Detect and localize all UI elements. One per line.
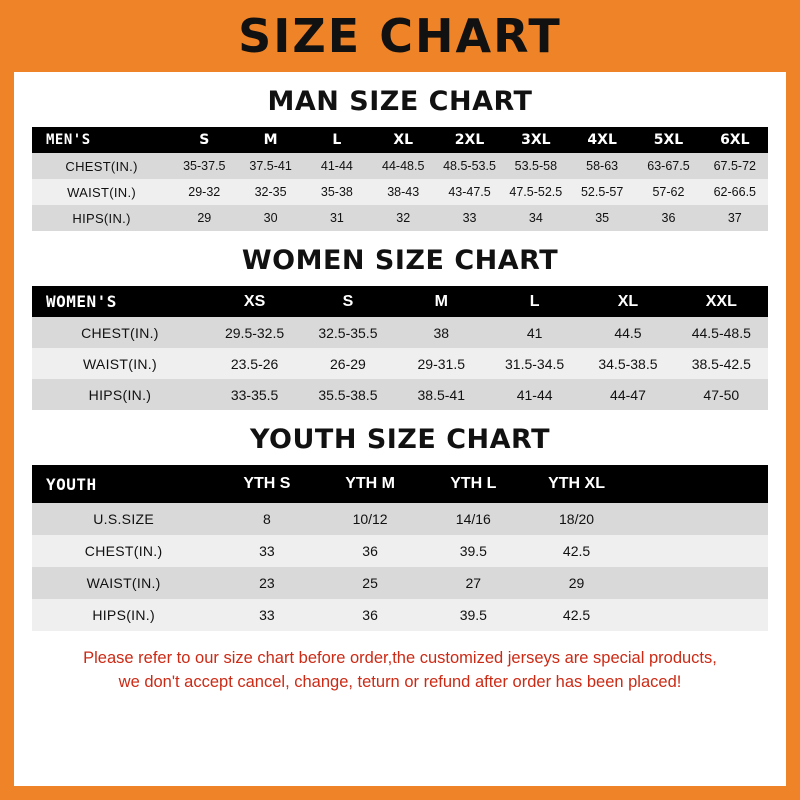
men-section-title: MAN SIZE CHART — [267, 86, 533, 117]
men-waist-3xl: 47.5-52.5 — [503, 179, 569, 205]
women-header-cell-0: WOMEN'S — [32, 286, 208, 317]
youth-header-spacer — [628, 465, 768, 503]
men-header-cell-4: XL — [370, 127, 436, 153]
men-header-cell-5: 2XL — [436, 127, 502, 153]
women-chest-s: 32.5-35.5 — [301, 317, 394, 348]
men-chest-4xl: 58-63 — [569, 153, 635, 179]
men-chest-2xl: 48.5-53.5 — [436, 153, 502, 179]
men-header-cell-0: MEN'S — [32, 127, 171, 153]
men-hips-6xl: 37 — [702, 205, 768, 231]
women-waist-xs: 23.5-26 — [208, 348, 301, 379]
youth-chest-xl: 42.5 — [525, 535, 628, 567]
women-row-label-hips: HIPS(IN.) — [32, 379, 208, 410]
youth-header-cell-4: YTH XL — [525, 465, 628, 503]
men-waist-l: 35-38 — [304, 179, 370, 205]
youth-waist-spacer — [628, 567, 768, 599]
women-hips-xl: 44-47 — [581, 379, 674, 410]
table-row — [32, 503, 768, 535]
women-size-table — [32, 286, 768, 410]
youth-section-title: YOUTH SIZE CHART — [249, 424, 551, 455]
men-header-cell-3: L — [304, 127, 370, 153]
women-header-cell-1: XS — [208, 286, 301, 317]
youth-row-label-ussize: U.S.SIZE — [32, 503, 215, 535]
men-header-cell-7: 4XL — [569, 127, 635, 153]
women-header-cell-3: M — [395, 286, 488, 317]
men-waist-5xl: 57-62 — [635, 179, 701, 205]
men-hips-l: 31 — [304, 205, 370, 231]
women-hips-l: 41-44 — [488, 379, 581, 410]
men-hips-xl: 32 — [370, 205, 436, 231]
footer-note-line2: we don't accept cancel, change, teturn or refund after order has been placed! — [118, 672, 682, 691]
youth-hips-xl: 42.5 — [525, 599, 628, 631]
youth-chest-l: 39.5 — [422, 535, 525, 567]
men-hips-5xl: 36 — [635, 205, 701, 231]
table-row — [32, 567, 768, 599]
women-waist-xxl: 38.5-42.5 — [675, 348, 768, 379]
men-size-table — [32, 127, 768, 231]
women-hips-xs: 33-35.5 — [208, 379, 301, 410]
men-row-label-waist: WAIST(IN.) — [32, 179, 171, 205]
men-header-cell-8: 5XL — [635, 127, 701, 153]
women-section-title: WOMEN SIZE CHART — [241, 245, 559, 276]
table-row — [32, 153, 768, 179]
table-row — [32, 348, 768, 379]
youth-ussize-spacer — [628, 503, 768, 535]
youth-row-label-chest: CHEST(IN.) — [32, 535, 215, 567]
men-waist-xl: 38-43 — [370, 179, 436, 205]
youth-table-header-row — [32, 465, 768, 503]
table-row — [32, 535, 768, 567]
men-row-label-hips: HIPS(IN.) — [32, 205, 171, 231]
men-chest-3xl: 53.5-58 — [503, 153, 569, 179]
men-chest-5xl: 63-67.5 — [635, 153, 701, 179]
men-chest-s: 35-37.5 — [171, 153, 237, 179]
men-row-label-chest: CHEST(IN.) — [32, 153, 171, 179]
youth-waist-xl: 29 — [525, 567, 628, 599]
header-banner — [14, 0, 786, 72]
men-hips-2xl: 33 — [436, 205, 502, 231]
youth-hips-spacer — [628, 599, 768, 631]
youth-ussize-s: 8 — [215, 503, 318, 535]
men-header-cell-1: S — [171, 127, 237, 153]
women-waist-m: 29-31.5 — [395, 348, 488, 379]
men-hips-m: 30 — [237, 205, 303, 231]
women-chest-xxl: 44.5-48.5 — [675, 317, 768, 348]
men-header-cell-6: 3XL — [503, 127, 569, 153]
men-chest-xl: 44-48.5 — [370, 153, 436, 179]
women-chest-l: 41 — [488, 317, 581, 348]
youth-size-table — [32, 465, 768, 631]
youth-ussize-m: 10/12 — [318, 503, 421, 535]
youth-header-cell-2: YTH M — [318, 465, 421, 503]
men-waist-6xl: 62-66.5 — [702, 179, 768, 205]
youth-waist-l: 27 — [422, 567, 525, 599]
youth-header-cell-3: YTH L — [422, 465, 525, 503]
men-table-header-row — [32, 127, 768, 153]
women-hips-s: 35.5-38.5 — [301, 379, 394, 410]
footer-note — [32, 647, 768, 695]
youth-hips-s: 33 — [215, 599, 318, 631]
women-waist-xl: 34.5-38.5 — [581, 348, 674, 379]
table-row — [32, 179, 768, 205]
men-waist-s: 29-32 — [171, 179, 237, 205]
youth-header-cell-1: YTH S — [215, 465, 318, 503]
women-row-label-chest: CHEST(IN.) — [32, 317, 208, 348]
women-waist-s: 26-29 — [301, 348, 394, 379]
youth-ussize-xl: 18/20 — [525, 503, 628, 535]
men-chest-m: 37.5-41 — [237, 153, 303, 179]
bottom-banner — [14, 786, 786, 800]
men-waist-2xl: 43-47.5 — [436, 179, 502, 205]
women-header-cell-4: L — [488, 286, 581, 317]
women-row-label-waist: WAIST(IN.) — [32, 348, 208, 379]
men-chest-l: 41-44 — [304, 153, 370, 179]
table-row — [32, 205, 768, 231]
youth-ussize-l: 14/16 — [422, 503, 525, 535]
youth-hips-l: 39.5 — [422, 599, 525, 631]
table-row — [32, 379, 768, 410]
women-waist-l: 31.5-34.5 — [488, 348, 581, 379]
footer-note-line1: Please refer to our size chart before order,the customized jerseys are special products, — [83, 649, 717, 667]
men-chest-6xl: 67.5-72 — [702, 153, 768, 179]
women-chest-xl: 44.5 — [581, 317, 674, 348]
women-hips-xxl: 47-50 — [675, 379, 768, 410]
women-header-cell-5: XL — [581, 286, 674, 317]
women-chest-m: 38 — [395, 317, 488, 348]
women-hips-m: 38.5-41 — [395, 379, 488, 410]
men-waist-4xl: 52.5-57 — [569, 179, 635, 205]
youth-row-label-waist: WAIST(IN.) — [32, 567, 215, 599]
women-chest-xs: 29.5-32.5 — [208, 317, 301, 348]
women-table-header-row — [32, 286, 768, 317]
women-header-cell-2: S — [301, 286, 394, 317]
youth-waist-m: 25 — [318, 567, 421, 599]
youth-chest-m: 36 — [318, 535, 421, 567]
men-hips-3xl: 34 — [503, 205, 569, 231]
youth-hips-m: 36 — [318, 599, 421, 631]
men-header-cell-2: M — [237, 127, 303, 153]
table-row — [32, 317, 768, 348]
chart-content — [14, 86, 786, 695]
men-waist-m: 32-35 — [237, 179, 303, 205]
page-title: SIZE CHART — [238, 9, 562, 63]
table-row — [32, 599, 768, 631]
men-header-cell-9: 6XL — [702, 127, 768, 153]
youth-header-cell-0: YOUTH — [32, 465, 215, 503]
men-hips-s: 29 — [171, 205, 237, 231]
youth-waist-s: 23 — [215, 567, 318, 599]
youth-row-label-hips: HIPS(IN.) — [32, 599, 215, 631]
men-hips-4xl: 35 — [569, 205, 635, 231]
women-header-cell-6: XXL — [675, 286, 768, 317]
youth-chest-s: 33 — [215, 535, 318, 567]
youth-chest-spacer — [628, 535, 768, 567]
